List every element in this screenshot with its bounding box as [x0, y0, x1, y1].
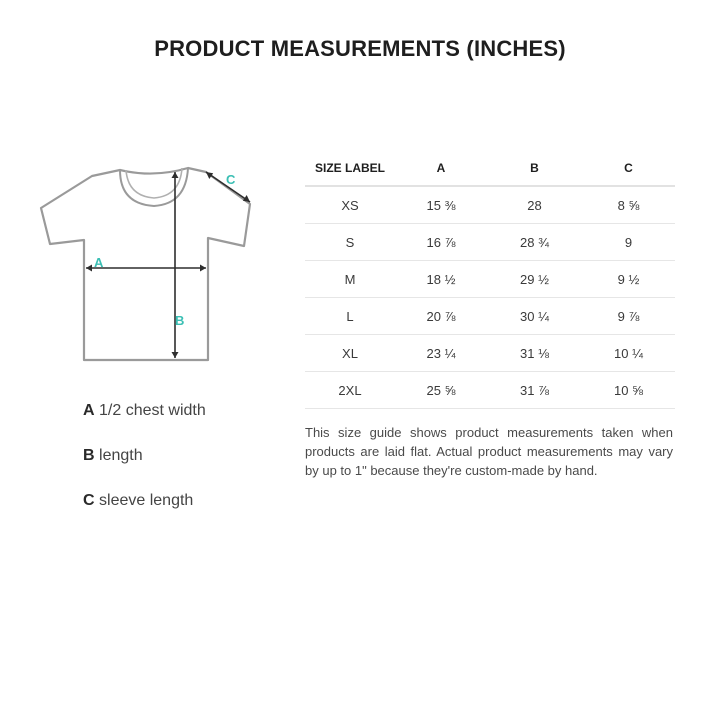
table-cell: 18 ½: [395, 261, 487, 298]
table-cell: 8 ⅝: [582, 186, 675, 224]
column-header: A: [395, 150, 487, 186]
tshirt-illustration: [36, 160, 266, 370]
column-header: B: [487, 150, 582, 186]
table-row: [305, 224, 675, 261]
table-cell: 31 ⅞: [487, 372, 582, 409]
label-a: A: [94, 255, 104, 270]
table-cell: 20 ⅞: [395, 298, 487, 335]
legend-text: 1/2 chest width: [99, 402, 206, 419]
table-cell: M: [305, 261, 395, 298]
legend-text: length: [99, 447, 143, 464]
table-row: [305, 298, 675, 335]
table-row: [305, 186, 675, 224]
size-guide-note: This size guide shows product measurements taken when products are laid flat. Actual product measurements may vary by up to 1" because they're custom-made by hand.: [305, 425, 673, 478]
legend-key: A: [83, 402, 95, 419]
legend-key: B: [83, 447, 95, 464]
table-cell: 28: [487, 186, 582, 224]
table-cell: 30 ¼: [487, 298, 582, 335]
table-cell: 10 ¼: [582, 335, 675, 372]
table-cell: L: [305, 298, 395, 335]
table-cell: 9 ½: [582, 261, 675, 298]
table-cell: 9: [582, 224, 675, 261]
legend-item-b: [83, 445, 283, 490]
table-cell: 10 ⅝: [582, 372, 675, 409]
table-row: [305, 335, 675, 372]
table-cell: XS: [305, 186, 395, 224]
legend-item-a: [83, 400, 283, 445]
table-header-row: [305, 150, 675, 186]
table-cell: 2XL: [305, 372, 395, 409]
page-title: PRODUCT MEASUREMENTS (INCHES): [154, 36, 566, 61]
table-cell: 29 ½: [487, 261, 582, 298]
size-table: [305, 150, 675, 409]
table-cell: 15 ⅜: [395, 186, 487, 224]
table-cell: XL: [305, 335, 395, 372]
table-cell: S: [305, 224, 395, 261]
table-row: [305, 372, 675, 409]
legend-key: C: [83, 492, 95, 509]
table-cell: 23 ¼: [395, 335, 487, 372]
column-header: SIZE LABEL: [305, 150, 395, 186]
table-cell: 31 ⅛: [487, 335, 582, 372]
table-cell: 16 ⅞: [395, 224, 487, 261]
measurement-legend: [83, 400, 283, 535]
table-cell: 28 ¾: [487, 224, 582, 261]
legend-text: sleeve length: [99, 492, 194, 509]
label-c: C: [226, 172, 236, 187]
column-header: C: [582, 150, 675, 186]
legend-item-c: [83, 490, 283, 535]
label-b: B: [175, 313, 185, 328]
table-cell: 9 ⅞: [582, 298, 675, 335]
tshirt-diagram: [36, 160, 266, 370]
table-row: [305, 261, 675, 298]
table-cell: 25 ⅝: [395, 372, 487, 409]
